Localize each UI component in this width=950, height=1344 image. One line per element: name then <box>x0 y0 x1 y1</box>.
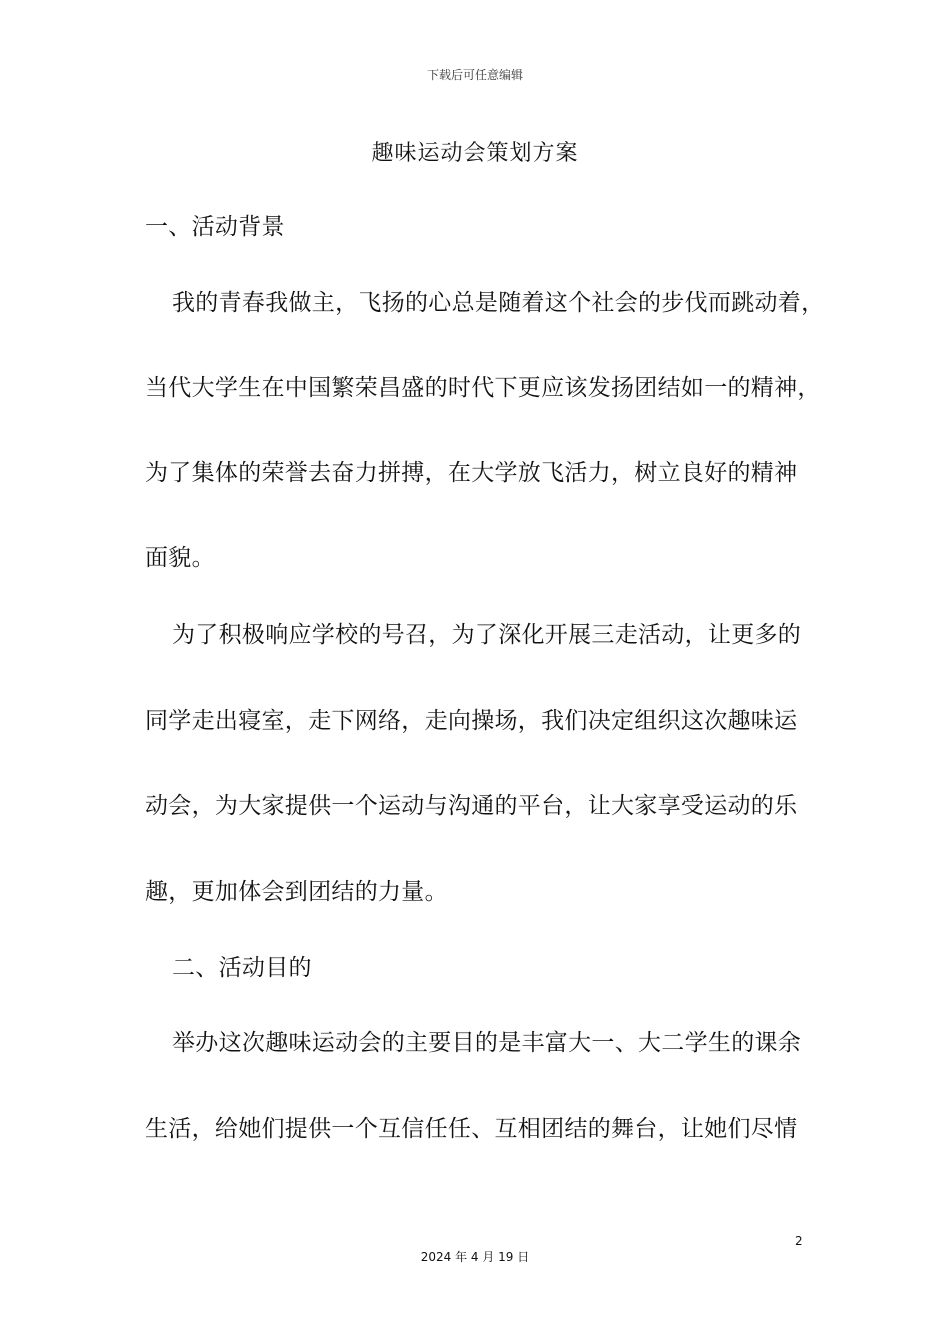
paragraph-line: 生活，给她们提供一个互信任任、互相团结的舞台，让她们尽情 <box>145 1116 798 1142</box>
page-number: 2 <box>795 1234 803 1248</box>
footer-date: 2024 年 4 月 19 日 <box>420 1250 530 1264</box>
paragraph-line: 同学走出寝室，走下网络，走向操场，我们决定组织这次趣味运 <box>145 708 798 734</box>
paragraph-line: 当代大学生在中国繁荣昌盛的时代下更应该发扬团结如一的精神， <box>145 375 821 401</box>
paragraph-line: 为了集体的荣誉去奋力拼搏，在大学放飞活力，树立良好的精神 <box>145 460 798 486</box>
paragraph-line: 为了积极响应学校的号召，为了深化开展三走活动，让更多的 <box>172 622 802 648</box>
paragraph-line: 举办这次趣味运动会的主要目的是丰富大一、大二学生的课余 <box>172 1030 802 1056</box>
paragraph-line: 我的青春我做主，飞扬的心总是随着这个社会的步伐而跳动着， <box>172 290 825 316</box>
paragraph-line: 趣，更加体会到团结的力量。 <box>145 879 448 905</box>
paragraph-line: 动会，为大家提供一个运动与沟通的平台，让大家享受运动的乐 <box>145 793 798 819</box>
document-title: 趣味运动会策划方案 <box>371 141 579 166</box>
section-heading-purpose: 二、活动目的 <box>172 955 312 981</box>
page-header: 下载后可任意编辑 <box>426 68 523 82</box>
paragraph-line: 面貌。 <box>145 545 215 571</box>
section-heading-background: 一、活动背景 <box>145 214 285 240</box>
